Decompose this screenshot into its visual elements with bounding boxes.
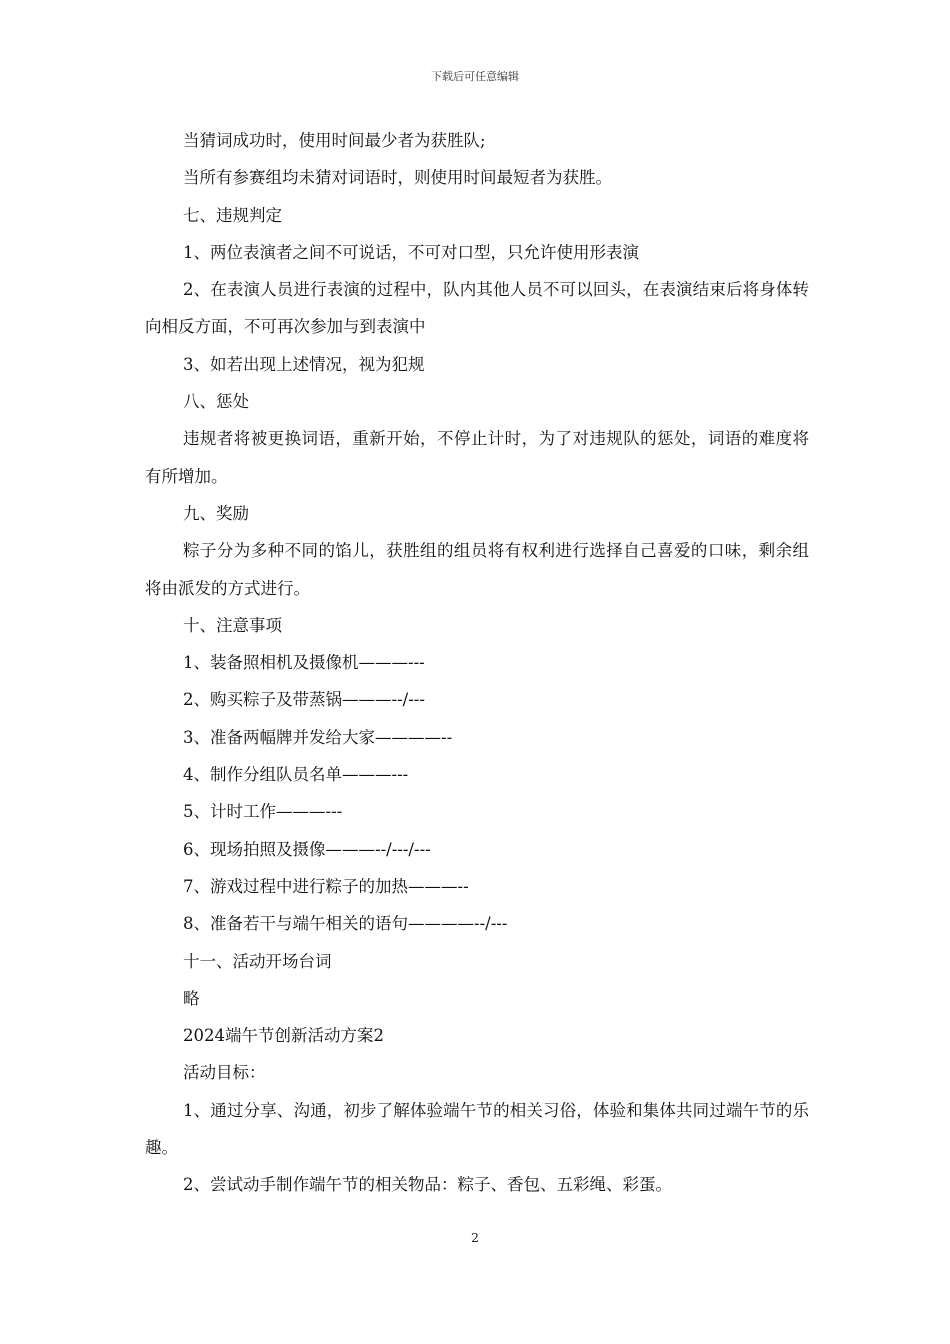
list-item: 8、准备若干与端午相关的语句————--/--- bbox=[183, 914, 508, 934]
section-heading: 十一、活动开场台词 bbox=[183, 951, 332, 971]
paragraph: 略 bbox=[183, 988, 200, 1008]
list-item: 7、游戏过程中进行粽子的加热———-- bbox=[183, 876, 469, 896]
list-item: 4、制作分组队员名单———--- bbox=[183, 765, 409, 785]
document-body bbox=[145, 122, 809, 1204]
paragraph: 粽子分为多种不同的馅儿，获胜组的组员将有权利进行选择自己喜爱的口味，剩余组将由派发的方式进行。 bbox=[145, 541, 809, 598]
list-item: 5、计时工作———--- bbox=[183, 802, 343, 822]
section-heading: 九、奖励 bbox=[183, 503, 249, 523]
document-subtitle: 2024端午节创新活动方案2 bbox=[183, 1026, 384, 1046]
paragraph: 3、如若出现上述情况，视为犯规 bbox=[183, 354, 425, 374]
list-item: 6、现场拍照及摄像———--/---/--- bbox=[183, 839, 431, 859]
paragraph: 2、尝试动手制作端午节的相关物品：粽子、香包、五彩绳、彩蛋。 bbox=[183, 1175, 672, 1195]
section-heading: 十、注意事项 bbox=[183, 615, 282, 635]
paragraph: 2、在表演人员进行表演的过程中，队内其他人员不可以回头，在表演结束后将身体转向相反方面，不可再次参加与到表演中 bbox=[145, 280, 809, 337]
section-heading: 活动目标： bbox=[183, 1063, 266, 1083]
paragraph: 当猜词成功时，使用时间最少者为获胜队; bbox=[183, 131, 486, 150]
list-item: 1、装备照相机及摄像机———--- bbox=[183, 653, 425, 673]
paragraph: 1、通过分享、沟通，初步了解体验端午节的相关习俗，体验和集体共同过端午节的乐趣。 bbox=[145, 1100, 809, 1158]
paragraph: 1、两位表演者之间不可说话，不可对口型，只允许使用形表演 bbox=[183, 242, 639, 262]
section-heading: 七、违规判定 bbox=[183, 205, 282, 225]
list-item: 2、购买粽子及带蒸锅———--/--- bbox=[183, 690, 425, 710]
paragraph: 违规者将被更换词语，重新开始，不停止计时，为了对违规队的惩处，词语的难度将有所增加。 bbox=[145, 429, 809, 486]
page-header: 下载后可任意编辑 bbox=[431, 70, 519, 83]
section-heading: 八、惩处 bbox=[183, 392, 249, 412]
paragraph: 当所有参赛组均未猜对词语时，则使用时间最短者为获胜。 bbox=[183, 168, 612, 188]
page-number: 2 bbox=[471, 1230, 479, 1245]
list-item: 3、准备两幅牌并发给大家————-- bbox=[183, 727, 453, 747]
